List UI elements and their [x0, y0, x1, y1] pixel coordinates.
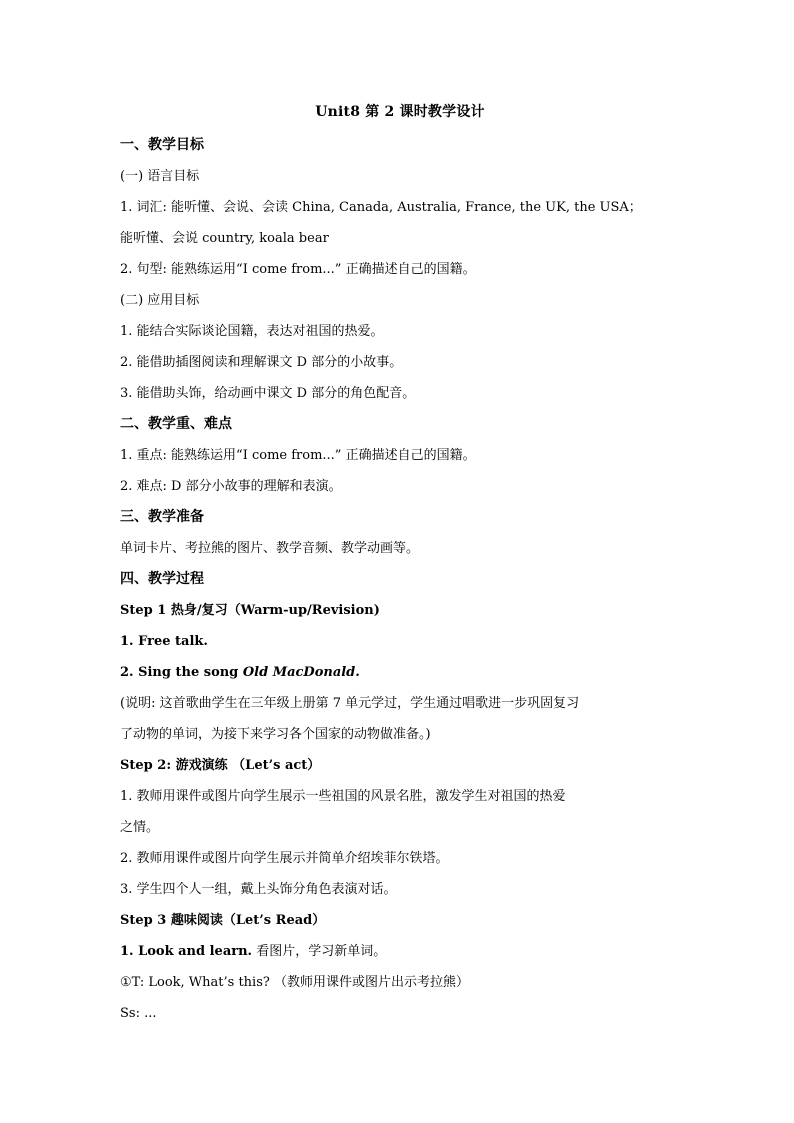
step1-note-line-2: 了动物的单词，为接下来学习各个国家的动物做准备。) [120, 727, 431, 742]
difficult-point: 2. 难点: D 部分小故事的理解和表演。 [120, 479, 342, 494]
application-goal-2: 2. 能借助插图阅读和理解课文 D 部分的小故事。 [120, 355, 403, 370]
step3-look-and-learn [120, 936, 680, 967]
sentence-goal: 2. 句型: 能熟练运用“I come from...” 正确描述自己的国籍。 [120, 262, 476, 277]
step1-free-talk: 1. Free talk. [120, 634, 208, 649]
document-body [120, 99, 680, 1029]
section-heading-preparation: 三、教学准备 [120, 509, 204, 525]
look-and-learn-desc: 看图片，学习新单词。 [252, 944, 387, 959]
look-and-learn-label: 1. Look and learn. [120, 944, 253, 959]
step1-note-line-1: (说明: 这首歌曲学生在三年级上册第 7 单元学过，学生通过唱歌进一步巩固复习 [120, 696, 580, 711]
vocab-goal-line-2: 能听懂、会说 country, koala bear [120, 231, 329, 246]
key-point: 1. 重点: 能熟练运用“I come from...” 正确描述自己的国籍。 [120, 448, 476, 463]
step1-sing-song-prefix: 2. Sing the song [120, 665, 243, 680]
subheading-application-goals: (二) 应用目标 [120, 293, 200, 308]
song-title: Old MacDonald. [242, 665, 360, 680]
students-line: Ss: ... [120, 1006, 157, 1021]
preparation-text: 单词卡片、考拉熊的图片、教学音频、教学动画等。 [120, 541, 420, 556]
application-goal-3: 3. 能借助头饰，给动画中课文 D 部分的角色配音。 [120, 386, 416, 401]
step2-item3: 3. 学生四个人一组，戴上头饰分角色表演对话。 [120, 882, 397, 897]
vocab-goal-line-1: 1. 词汇: 能听懂、会说、会读 China, Canada, Australia, France, the UK, the USA； [120, 200, 642, 215]
teacher-line: ①T: Look, What’s this? （教师用课件或图片出示考拉熊） [120, 975, 469, 990]
step2-item2: 2. 教师用课件或图片向学生展示并简单介绍埃菲尔铁塔。 [120, 851, 449, 866]
step1-sing-song [120, 657, 680, 688]
subheading-language-goals: (一) 语言目标 [120, 169, 200, 184]
document-title: Unit8 第 2 课时教学设计 [315, 104, 485, 120]
section-heading-procedure: 四、教学过程 [120, 571, 204, 587]
step2-heading: Step 2: 游戏演练 （Let’s act） [120, 758, 321, 773]
step2-item1-line-2: 之情。 [120, 820, 160, 835]
application-goal-1: 1. 能结合实际谈论国籍，表达对祖国的热爱。 [120, 324, 384, 339]
section-heading-key-points: 二、教学重、难点 [120, 416, 232, 432]
section-heading-teaching-goals: 一、教学目标 [120, 137, 204, 153]
step2-item1-line-1: 1. 教师用课件或图片向学生展示一些祖国的风景名胜，激发学生对祖国的热爱 [120, 789, 566, 804]
step3-heading: Step 3 趣味阅读（Let’s Read） [120, 913, 326, 928]
step1-heading: Step 1 热身/复习（Warm-up/Revision) [120, 603, 380, 618]
